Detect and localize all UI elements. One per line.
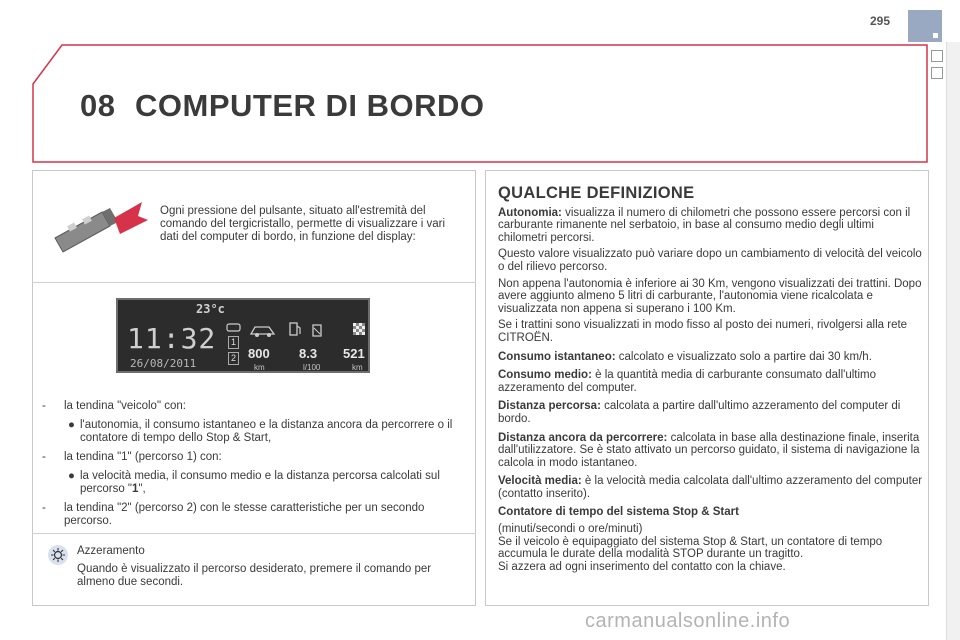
- chapter-number: 08: [80, 88, 116, 123]
- reset-title: Azzeramento: [77, 545, 145, 557]
- intro-text: Ogni pressione del pulsante, situato all'estremità del comando del tergicristallo, permette di visualizzare i vari dati del computer di bordo, in funzione del display:: [160, 205, 446, 243]
- definitions-section: [498, 184, 923, 577]
- def-autonomia-p2: Questo valore visualizzato può variare dopo un cambiamento di velocità del veicolo o del rilievo percorso.: [498, 248, 922, 273]
- display-distance-value: 521: [343, 346, 365, 361]
- list-item: - la tendina "2" (percorso 2) con le stesse caratteristiche per un secondo percorso.: [42, 502, 425, 527]
- corner-tab: [908, 10, 942, 42]
- watermark: carmanualsonline.info: [585, 610, 791, 632]
- car-range-icon: [249, 322, 279, 338]
- list-item: - la tendina "veicolo" con:: [42, 400, 186, 412]
- def-velocita-media: Velocità media: è la velocità media calcolata dall'ultimo azzeramento del computer (contatto inserito).: [498, 475, 923, 500]
- list-item: - la tendina "1" (percorso 1) con:: [42, 451, 222, 463]
- def-distanza-percorsa: Distanza percorsa: calcolata a partire dall'ultimo azzeramento del computer di bordo.: [498, 400, 901, 425]
- wiper-stalk-illustration: [50, 198, 150, 262]
- def-distanza-ancora: Distanza ancora da percorrere: calcolata in base alla destinazione finale, inserita dall'utilizzatore. Se è stato attivato un percorso guidato, il sistema di navigazione la calcola in modo istantaneo.: [498, 431, 920, 469]
- fuel-pump-icon: [288, 320, 302, 338]
- list-item: ● l'autonomia, il consumo istantaneo e la distanza ancora da percorrere o il contatore di tempo dello Stop & Start,: [68, 419, 453, 444]
- divider: [32, 282, 476, 283]
- def-contatore-title: Contatore di tempo del sistema Stop & Start: [498, 506, 739, 519]
- definitions-heading: QUALCHE DEFINIZIONE: [498, 184, 695, 202]
- trip-computer-display: [116, 298, 370, 373]
- display-date: 26/08/2011: [130, 357, 197, 370]
- display-trip-2: 2: [228, 352, 239, 365]
- display-time: 11:32: [127, 322, 217, 355]
- display-range-unit: km: [254, 363, 265, 372]
- def-autonomia: Autonomia: visualizza il numero di chilometri che possono essere percorsi con il carburante rimanente nel serbatoio, in base al consumo medio degli ultimi chilometri percorsi.: [498, 206, 911, 244]
- list-item: ● la velocità media, il consumo medio e la distanza percorsa calcolati sul percorso "1",: [68, 470, 440, 495]
- def-autonomia-p3: Non appena l'autonomia è inferiore ai 30 Km, vengono visualizzati dei trattini. Dopo avere aggiunto almeno 5 litri di carburante, l'autonomia viene ricalcolata e visualizzata non appena si superano i 100 Km.: [498, 277, 922, 315]
- page-number: 295: [870, 14, 891, 28]
- display-consumption-value: 8.3: [299, 346, 318, 361]
- checkered-flag-icon: [352, 322, 366, 336]
- def-consumo-medio: Consumo medio: è la quantità media di carburante consumato dall'ultimo azzeramento del computer.: [498, 369, 877, 394]
- fuel-can-icon: [310, 322, 324, 338]
- sidebar-checkbox: [931, 50, 943, 62]
- display-temperature: 23°c: [196, 302, 225, 316]
- def-contatore-p1: (minuti/secondi o ore/minuti) Se il veicolo è equipaggiato del sistema Stop & Start, un contatore di tempo accumula le durate della modalità STOP durante un tragitto. Si azzera ad ogni inserimento del contatto con la chiave.: [498, 523, 883, 573]
- reset-info-icon: [48, 545, 68, 565]
- def-autonomia-p4: Se i trattini sono visualizzati in modo fisso al posto dei numeri, rivolgersi alla rete CITROËN.: [498, 319, 908, 344]
- display-range-value: 800: [248, 346, 270, 361]
- sidebar-strip: [946, 42, 960, 640]
- sidebar-checkbox: [931, 67, 943, 79]
- display-pages-list: [40, 400, 470, 534]
- display-distance-unit: km: [352, 363, 363, 372]
- car-icon: [225, 320, 243, 334]
- display-consumption-unit: l/100: [303, 363, 321, 372]
- def-consumo-istantaneo: Consumo istantaneo: calcolato e visualizzato solo a partire dai 30 km/h.: [498, 350, 872, 363]
- display-trip-1: 1: [228, 336, 239, 349]
- chapter-title: COMPUTER DI BORDO: [135, 88, 485, 123]
- reset-text: Quando è visualizzato il percorso desiderato, premere il comando per almeno due secondi.: [77, 563, 432, 588]
